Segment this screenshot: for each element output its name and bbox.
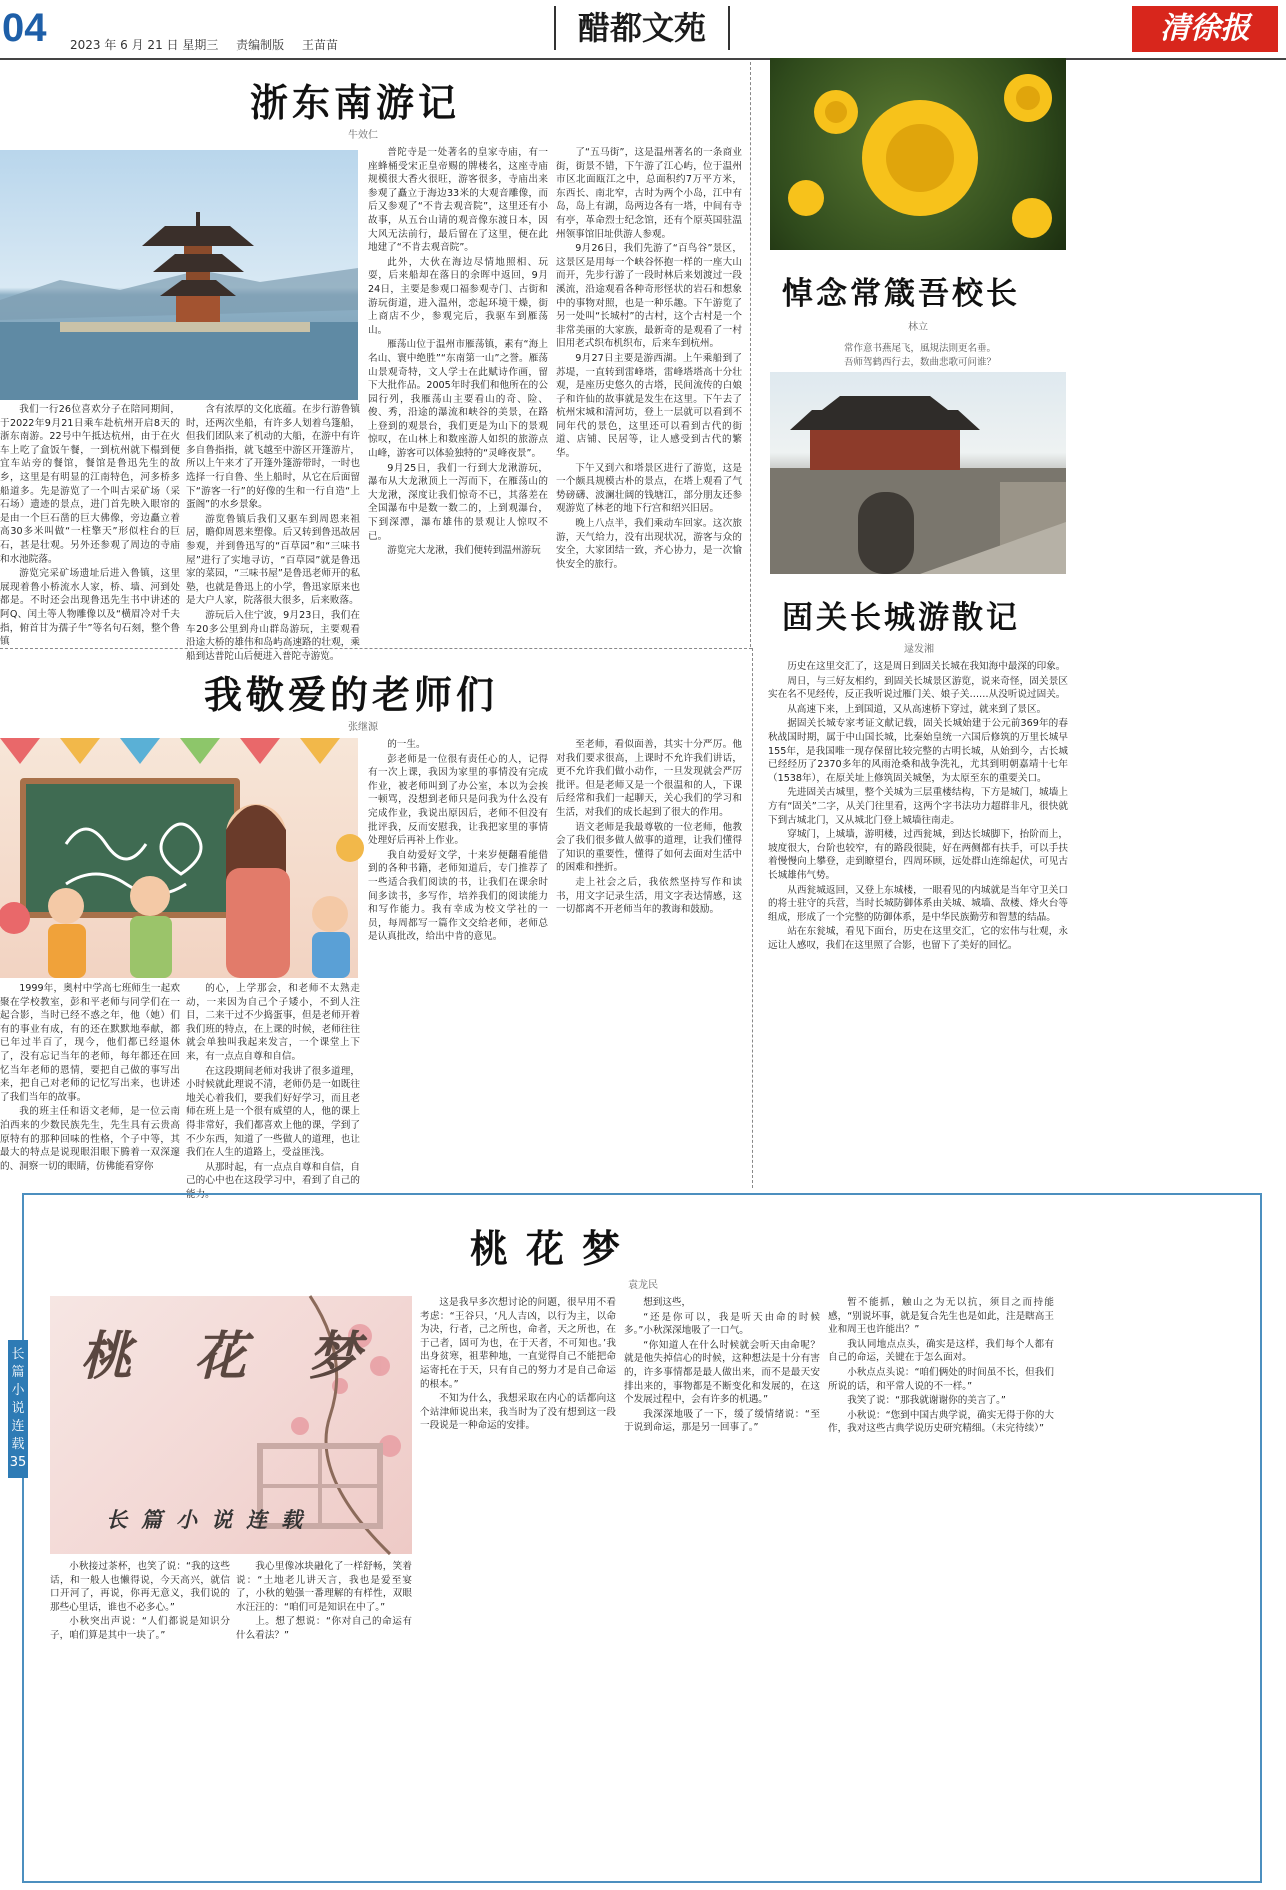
paragraph: 暂不能抓，触山之为无以抗，须目之而持能感，“别说坏事，就是复合先生也是如此，注是瞎高王业和周王也许能出？” <box>828 1297 1054 1336</box>
paragraph: 普陀寺是一处著名的皇家寺庙，有一座蜂桶受宋正皇帝赐的牌楼名，这座寺庙规模很大香火很旺，游客很多，寺庙出来参观了矗立于海边33米的大观音雕像，而后又参观了“不肯去观音院”，这里还有小故事，从五台山请的观音像东渡日本，因大风无法前行，最后留在了这里，便在此地建了“不肯去观音院”。 <box>368 147 548 254</box>
paragraph: 9月27日主要是游西湖。上午乘船到了苏堤，一直转到雷峰塔，雷峰塔塔高十分壮观，是座历史悠久的古塔，民间流传的白娘子和许仙的故事就是发生在这里。下午去了杭州宋城和清河坊，登上一层就可以看到不同年代的景色，这里还可以看到古代的街道、店铺、民居等，让人感受到古代的繁华。 <box>556 352 742 460</box>
article-title-changzhen: 悼念常箴吾校长 <box>782 276 1020 312</box>
teacher-illustration <box>0 738 358 978</box>
serial-tag: 长篇小说连载 35 <box>8 1340 28 1478</box>
paragraph: 雁荡山位于温州市雁荡镇，素有“海上名山、寰中绝胜”“东南第一山”之誉。雁荡山景观奇特，文人学士在此赋诗作画，留下大批作品。2005年时我们和他所在的公园行列，我雁荡山主要看山的奇、险、俊、秀，沿途的瀑流和峡谷的美景，在路上登到的观景台，我们更是为山下的景观惊叹，在山林上和数座游人如织的旅游点山峰，游客可以体验独特的“灵峰夜景”。 <box>368 339 548 460</box>
paragraph: 历史在这里交汇了，这是周日到固关长城在我知海中最深的印象。 <box>787 661 1066 672</box>
editor-name: 王苗苗 <box>302 38 339 52</box>
paragraph: 我们一行26位喜欢分子在陪同期间，于2022年9月21日乘车赴杭州开启8天的浙东南游。22号中午抵达杭州，由于在火车上吃了盒饭午餐，一到杭州就下榻到便宜车站旁的餐馆，餐馆是鲁迅先生的故乡，这里是有明显的江南特色，河多桥多船道多。先是游览了一个叫古采矿场（采石场）遗迹的景点，进门首先映入眼帘的是由一个巨石凿的巨大佛像，旁边矗立着高30多米叫做“一柱擎天”形似柱台的巨石，甚是壮观。另外还参观了周边的寺庙和水池院落。 <box>0 404 180 565</box>
editor-label: 责编制版 <box>236 38 285 52</box>
section-title: 醋都文苑 <box>554 6 730 50</box>
paragraph: 9月25日，我们一行到大龙湫游玩，瀑布从大龙湫顶上一泻而下，在雁荡山的大龙湫，深度让我们惊奇不已，其落差在全国瀑布中是数一数二的，上到观瀑台，下到深潭，瀑布雄伟的景观让人惊叹不已。 <box>368 462 548 542</box>
paragraph: 我认同地点点头，确实是这样，我们每个人都有自己的命运，关键在于怎么面对。 <box>828 1338 1054 1364</box>
chrysanthemum-photo <box>770 58 1066 250</box>
paragraph: 走上社会之后，我依然坚持写作和读书，用文字记录生活，用文字表达情感，这一切都离不开老师当年的教诲和鼓励。 <box>556 876 742 916</box>
paragraph: 上。想了想说：“你对自己的命运有什么看法？” <box>236 1616 412 1641</box>
paragraph: 小秋说：“您到中国古典学说，确实无得于你的大作，我对这些古典学说历史研究精细。（未完待续）” <box>828 1409 1054 1435</box>
paragraph: 我深深地吸了一下，缓了缓情绪说：“至于说到命运，那是另一回事了。” <box>624 1408 820 1434</box>
paragraph: 至老师，看似面善，其实十分严厉。他对我们要求很高，上课时不允许我们讲话，更不允许我们做小动作，一旦发现就会严厉批评。但是老师又是一个很温和的人，下课后经常和我们一起聊天，关心我们的学习和生活，对我们的成长起到了很大的作用。 <box>556 739 742 818</box>
pavilion-illustration <box>0 150 358 400</box>
newspaper-logo: 清徐报 <box>1132 6 1278 52</box>
page-number: 04 <box>2 6 47 50</box>
paragraph: 站在东瓮城，看见下面台，历史在这里交汇，它的宏伟与壮观，永远让人感叹，我们在这里照了合影，也留下了美好的回忆。 <box>768 926 1068 951</box>
byline-zhedong: 牛效仁 <box>348 130 378 141</box>
teacher-figures <box>0 738 358 978</box>
poem-line: 吾师驾鹤西行去，数曲悲歌可问谁？ <box>843 357 996 368</box>
paragraph: 从那时起，有一点点自尊和自信，自己的心中也在这段学习中，看到了自己的能力。 <box>186 1161 360 1200</box>
paragraph: “还是你可以，我是听天由命的时候多。”小秋深深地吸了一口气。 <box>624 1311 820 1337</box>
article-column <box>186 982 360 1200</box>
gate-illustration <box>770 372 1066 574</box>
paragraph: 游览完采矿场遗址后进入鲁镇，这里展现着鲁小桥流水人家，桥、墙、河到处都是。不时还会出现鲁迅先生书中讲述的阿Q、闰土等人物雕像以及“横眉冷对千夫指，俯首甘为孺子牛”等名句石刻，整个鲁镇 <box>0 568 180 648</box>
paragraph: 据固关长城专家考证文献记载，固关长城始建于公元前369年的春秋战国时期，属于中山国长城，比秦始皇统一六国后修筑的万里长城早155年，是我国唯一现存保留比较完整的古明长城，从始到今，古长城已经经历了2370多年的风雨沧桑和战争洗礼，尤其到明朝嘉靖十七年（1538年），在原关址上修筑固关城堡，为太原至东的重要关口。 <box>768 718 1068 784</box>
article-column <box>186 403 360 662</box>
masthead <box>0 0 1286 60</box>
byline-teachers: 张继源 <box>348 722 378 733</box>
chrysanthemum-illustration <box>770 58 1066 250</box>
article-column <box>556 738 742 1184</box>
byline-taohua: 袁龙民 <box>628 1280 658 1291</box>
article-title-taohua: 桃花梦 <box>470 1226 639 1271</box>
paragraph: 不知为什么，我想采取在内心的话都向这个站津师说出来，我当时为了没有想到这一段一段说是一种命运的安排。 <box>420 1393 616 1432</box>
article-column <box>368 146 548 643</box>
article-column <box>0 982 180 1184</box>
paragraph: 的一生。 <box>387 739 426 750</box>
publication-info <box>70 36 352 53</box>
paragraph: 彭老师是一位很有责任心的人，记得有一次上课，我因为家里的事情没有完成作业，被老师叫到了办公室，本以为会挨一顿骂，没想到老师只是问我为什么没有完成作业，我说出原因后，老师不但没有批评我，反而安慰我，让我把家里的事情处理好后再补上作业。 <box>368 753 548 847</box>
article-title-zhedong: 浙东南游记 <box>250 80 461 125</box>
poem-line: 常作意书燕尾飞，風規法則更名垂。 <box>843 343 996 354</box>
paragraph: 在这段期间老师对我讲了很多道理，小时候就此理说不清，老师仍是一如既往地关心着我们，要我们好好学习，而且老师在班上是一个很有威望的人，他的课上得非常好，我们都喜欢上他的课，学到了不少东西，知道了一些做人的道理，也让我们在人生的道路上，受益匪浅。 <box>186 1065 360 1159</box>
article-column <box>420 1296 616 1878</box>
article-column <box>0 403 180 648</box>
peach-blossom-illustration <box>50 1296 412 1554</box>
paragraph: 含有浓厚的文化底蕴。在步行游鲁镇时，还两次坐船，有许多人划着乌篷船，但我们团队来了机动的大船，在游中有许多自鲁指指，就飞越至中游区开篷游片，所以上午来才了开篷外篷游带时，一时也选择一行自鲁、坐上船时，从它在后面留下“游客一行”的好像的生和一行自造“上蛋阁”的水乡景象。 <box>186 404 360 511</box>
paragraph: 先进固关古城里，整个关城为三层重楼结构，下方是城门，城墙上方有“固关”二字，从关门往里看，这两个字书法功力超群非凡，很快就下到古城北门，又从城北门登上城墙往南走。 <box>768 787 1068 826</box>
paragraph: 小秋接过茶杯，也笑了说：“我的这些话，和一般人也懒得说，今天高兴，就信口开河了，再说，你再无意义，我们说的那些心里话，谁也不必多心。” <box>50 1561 230 1613</box>
paragraph: 穿城门，上城墙，游明楼，过西瓮城，到达长城脚下，抬阶而上，坡度很大，台阶也较窄，有的路段很陡，好在两侧都有扶手，可以手扶着慢慢向上攀登，走到瞭望台，四周环顾，远处群山连绵起伏，可见古长城雄伟气势。 <box>768 829 1068 881</box>
paragraph: 从西瓮城返回，又登上东城楼，一眼看见的内城就是当年守卫关口的将士驻守的兵营，当时长城防御体系由关城、城墙、敌楼、烽火台等组成，形成了一个完整的防御体系，是中华民族勤劳和智慧的结晶。 <box>768 884 1068 923</box>
paragraph: 想到这些， <box>643 1297 692 1308</box>
image-subtitle: 长篇小说连载 <box>106 1507 316 1532</box>
byline-guguan: 逯发湘 <box>904 644 934 655</box>
paragraph: 下午又到六和塔景区进行了游览，这是一个颇具规模古朴的景点，在塔上观看了气势磅礴、波澜壮阔的钱塘江，部分朋友还参观游览了林老的地下行宫和绍兴旧居。 <box>556 462 742 515</box>
column-divider <box>750 62 751 647</box>
byline-changzhen: 林立 <box>908 322 928 333</box>
paragraph: 游玩后入住宁波，9月23日，我们在车20多公里到舟山群岛游玩，主要观看沿途大桥的雄伟和岛屿高速路的壮观，乘船到达普陀山后便进入普陀寺游览。 <box>186 609 360 662</box>
paragraph: 晚上八点半，我们乘动车回家。这次旅游，天气给力，没有出现状况，游客与众的安全，大家团结一致，齐心协力，是一次愉快安全的旅行。 <box>556 518 742 570</box>
paragraph: 从高速下来，上到国道，又从高速桥下穿过，就来到了景区。 <box>787 703 1047 715</box>
paragraph: 了“五马街”，这是温州著名的一条商业街，街景不错，下午游了江心屿，位于温州市区北面瓯江之中，总面积约7万平方米，东西长、南北窄，古时为两个小岛，江中有岛，岛上有湖，岛两边各有一塔，中间有寺有亭，革命烈士纪念馆，还有个原英国驻温州领事馆旧址供游人参观。 <box>556 147 742 240</box>
paragraph: “你知道人在什么时候就会听天由命呢？就是他失掉信心的时候，这种想法是十分有害的，许多事情都是最人做出来，而不是最天安排出来的，事物都是不断变化和发展的，在这个发展过程中，会有许多的机遇。” <box>624 1339 820 1406</box>
pavilion-photo <box>0 150 358 400</box>
paragraph: 游览鲁镇后我们又驱车到周恩来祖居，瞻仰周恩来塑像。后又转到鲁迅故居参观，并到鲁迅写的“百草园”和“三味书屋”进行了实地寻访，“百草园”就是鲁迅家的菜园，“三味书屋”是鲁迅老师开的私塾，也就是鲁迅上的小学，鲁迅家原来也是大户人家，院落很大很多，后来败落。 <box>186 513 360 607</box>
paragraph: 我的班主任和语文老师，是一位云南泊西来的少数民族先生，先生具有云贵高原特有的那种回味的性格，个子中等，其最大的特点是说现眼泪眼下腾着一双深邃的、洞察一切的眼睛，仿佛能看穿你 <box>0 1106 180 1172</box>
paragraph: 我笑了说：“那我就谢谢你的美言了。” <box>847 1395 1006 1407</box>
article-column <box>50 1560 230 1878</box>
paragraph: 小秋点点头说：“咱们俩处的时间虽不长，但我们所说的话，和平常人说的不一样。” <box>828 1366 1054 1392</box>
paragraph: 的心，上学那会，和老师不太熟走动，一来因为自己个子矮小，不到人注目，二来干过不少捣蛋事，但是老师开着我们班的特点，在上课的时候，老师往往就会单独叫我起来发言，一个课堂上下来，有一点点自尊和自信。 <box>186 983 360 1062</box>
article-column <box>828 1296 1054 1878</box>
article-column <box>768 660 1068 1185</box>
article-title-guguan: 固关长城游散记 <box>782 600 1020 636</box>
paragraph: 我自幼爱好文学，十来岁便翻看能借到的各种书籍，老师知道后，专门推荐了一些适合我们阅读的书，让我们在课余时间多读书，多写作，培养我们的阅读能力和写作能力。我有幸成为校文学社的一员，每周都写一篇作文交给老师，老师总是认真批改，给出中肯的意见。 <box>368 849 548 943</box>
paragraph: 周日，与三好友相约，到固关长城景区游览，说来奇怪，固关景区实在名不见经传，反正我听说过雁门关、娘子关……从没听说过固关。 <box>768 675 1068 701</box>
issue-date: 2023 年 6 月 21 日 星期三 <box>70 38 219 52</box>
paragraph: 此外，大伙在海边尽情地照相、玩耍，后来船却在落日的余晖中返回，9月24日，主要是参观口福参观寺门、古街和游玩街道，进入温州，恋起环境干燥，街上商店不少，参观完后，我驱车到雁荡山。 <box>368 256 548 336</box>
image-title: 桃 花 梦 <box>80 1326 383 1387</box>
article-title-teachers: 我敬爱的老师们 <box>204 672 499 717</box>
paragraph: 语文老师是我最尊敬的一位老师，他教会了我们很多做人做事的道理，让我们懂得了知识的重要性，懂得了如何去面对生活中的困难和挫折。 <box>556 821 742 874</box>
paragraph: 这是我早多次想讨论的问题，很早用不看考虑：“王谷只，‘凡人吉凶，以行为主，以命为决，行者，己之所也，命者，天之所也，在于己者，固可为也，在于天者，不可知也。’我出身贫寒，祖辈种地，一直觉得自己不能把命运寄托在于天，只有自己的努力才是自己命运的根本。” <box>420 1297 616 1390</box>
column-divider <box>752 648 753 1188</box>
article-column <box>368 738 548 1184</box>
article-column <box>556 146 742 643</box>
article-column <box>236 1560 412 1878</box>
article-column <box>624 1296 820 1878</box>
paragraph: 1999年，奥村中学高七班师生一起欢聚在学校教室，彭和平老师与同学们在一起合影，当时已经不惑之年，他（她）们有的事业有成，有的还在默默地奉献，都已年过半百了，现今，他们都已经退休了，没有忘记当年的老师，每年都还在回忆当年老师的恩情，要把自己做的事写出来，把自己对老师的记忆写出来，也讲述了我们当年的故事。 <box>0 983 180 1103</box>
great-wall-gate-photo <box>770 372 1066 574</box>
paragraph: 小秋突出声说：“人们都说是知识分子，咱们算是其中一块了。” <box>50 1616 230 1641</box>
paragraph: 我心里像冰块融化了一样舒畅，笑着说：“土地老儿讲天言，我也是爱至宴了，小秋的勉强一番理解的有样性，双眼水汪汪的：“咱们可是知识在中了。” <box>236 1561 412 1613</box>
paragraph: 9月26日，我们先游了“百鸟谷”景区，这景区是用每一个峡谷怀抱一样的一座大山而开，先步行游了一段时林后来划渡过一段溪流，沿途观看各种奇形怪状的岩石和想象中的事物对照，也是一种乐趣。下午游览了另一处叫“长城村”的古村，这个古村是一个非常美丽的大家族，最新奇的是观看了一村旧用老式织布机织布，后来车到杭州。 <box>556 243 742 350</box>
paragraph: 游览完大龙湫，我们便转到温州游玩 <box>387 545 541 557</box>
